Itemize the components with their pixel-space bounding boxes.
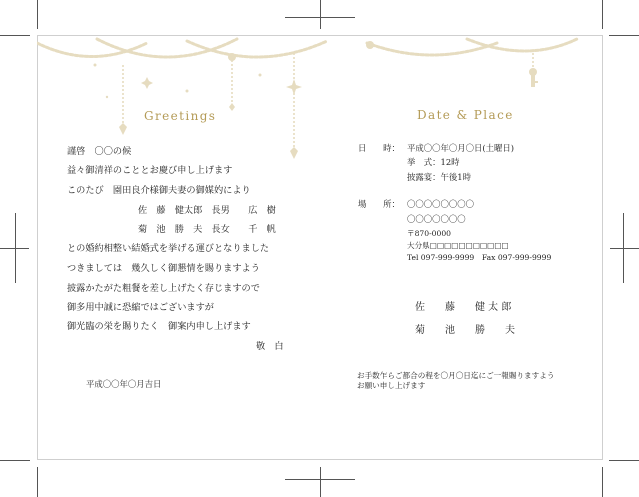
crop-mark [37,467,38,497]
crop-mark [609,35,639,36]
crop-mark [602,467,603,497]
crop-mark [0,35,30,36]
crop-mark [0,460,30,461]
rsvp-note: お手数乍らご都合の程を〇月〇日迄にご一報賜りますよう [357,371,555,380]
groom-line: 佐 藤 健太郎 長男 広 樹 [138,205,276,216]
crop-mark [15,213,16,283]
letter-line: 益々御清祥のこととお慶び申し上げます [67,165,233,176]
crop-mark [320,0,321,29]
host-name: 佐 藤 健 太 郎 [415,302,512,313]
venue-phone-fax: Tel 097-999-9999 Fax 097-999-9999 [407,253,552,262]
date-label: 日 時： [358,143,400,153]
date-value: 平成〇〇年〇月〇日(土曜日) [407,143,515,153]
letter-line: 御多用中誠に恐縮ではございますが [67,302,214,313]
reception-time: 披露宴：午後1時 [407,172,471,182]
issue-date: 平成〇〇年〇月吉日 [86,379,162,389]
host-name: 菊 池 勝 夫 [415,325,515,336]
letter-line: 披露かたがた粗餐を差し上げたく存じますので [67,283,260,294]
crop-mark [623,213,624,283]
place-label: 場 所： [358,199,400,209]
crop-mark [602,0,603,29]
crop-mark [37,0,38,29]
ceremony-time: 挙 式：12時 [407,157,460,167]
venue-name-line-2: 〇〇〇〇〇〇〇 [407,214,466,224]
rsvp-note: お願い申し上げます [357,381,426,390]
closing-line: 敬 白 [256,341,284,352]
bride-line: 菊 池 勝 夫 長女 千 帆 [138,224,276,235]
letter-line: との婚約相整い結婚式を挙げる運びとなりました [67,243,270,254]
letter-line: つきましては 幾久しく御懇情を賜りますよう [67,263,260,274]
crop-mark [610,248,639,249]
date-place-heading: Date & Place [417,108,514,122]
crop-mark [609,460,639,461]
letter-line: 謹啓 〇〇の候 [67,146,132,157]
greetings-heading: Greetings [144,109,217,123]
postal-code: 〒870-0000 [407,229,451,238]
venue-name-line-1: 〇〇〇〇〇〇〇〇 [407,199,474,209]
venue-address: 大分県□□□□□□□□□□□ [407,241,509,250]
letter-line: 御光臨の栄を賜りたく 御案内申し上げます [67,321,251,332]
crop-mark [320,467,321,497]
letter-line: このたび 園田良介様御夫妻の御媒妁により [67,185,251,196]
